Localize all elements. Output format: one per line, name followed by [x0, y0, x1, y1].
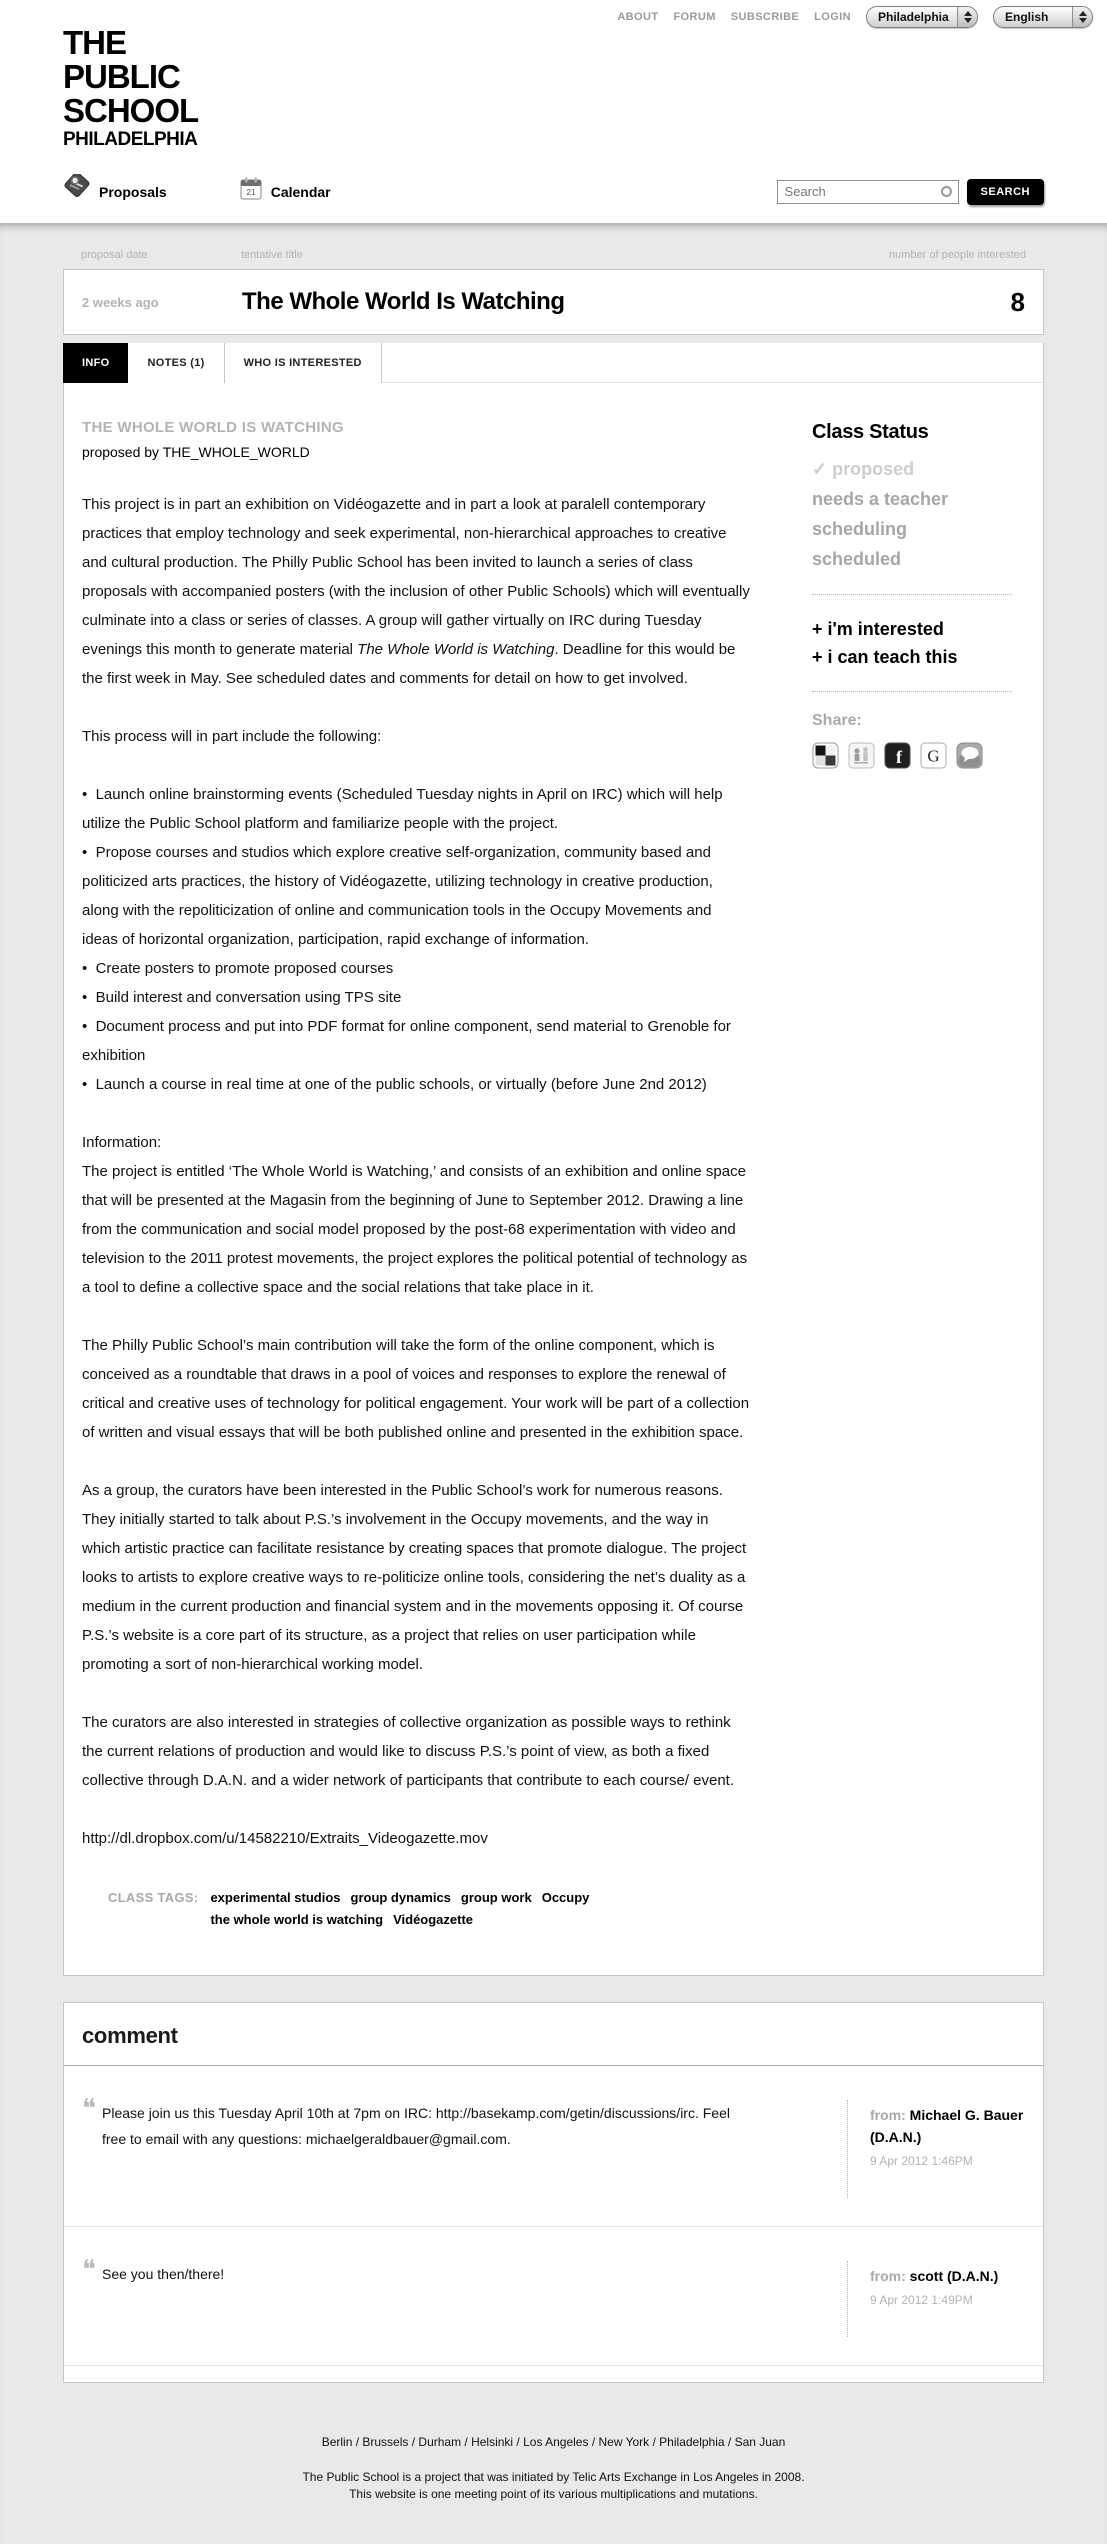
site-footer [0, 2383, 1107, 2543]
digg-icon[interactable] [848, 742, 875, 769]
im-interested-button[interactable]: + i'm interested [812, 619, 944, 639]
tag-link[interactable]: group work [460, 1890, 532, 1905]
label-tentative-title: tentative title [241, 249, 303, 261]
search-icon [941, 186, 952, 197]
delicious-icon[interactable] [812, 742, 839, 769]
interested-count: 8 [1010, 286, 1025, 317]
comment-date: 9 Apr 2012 1:49PM [870, 2293, 973, 2307]
proposal-description [82, 419, 750, 1945]
speech-bubble-icon[interactable] [956, 742, 983, 769]
list-item: • Create posters to promote proposed courses [82, 954, 750, 983]
list-item: • Launch a course in real time at one of the public schools, or virtually (before June 2nd 2012) [82, 1070, 750, 1099]
share-label: Share: [812, 712, 862, 729]
divider [812, 691, 1012, 692]
tab-bar [63, 343, 1044, 383]
list-item: • Document process and put into PDF format for online component, send material to Grenoble for exhibition [82, 1012, 750, 1070]
paragraph-curators: As a group, the curators have been interested in the Public School’s work for numerous reasons. They initially started to talk about P.S.’s involvement in the Occupy movements, and the way in which artistic practice can facilitate resistance by creating spaces that promote dialogue. The project looks to artists to explore creative ways to re-politicize online tools, considering the net’s duality as a medium in the current production and financial system and in the movements opposing it. Of course P.S.’s website is a core part of its structure, as a project that relies on user participation while promoting a sort of non-hierarchical working model. [82, 1482, 747, 1673]
proposed-by: proposed by THE_WHOLE_WORLD [82, 444, 310, 460]
page-title: The Whole World Is Watching [242, 288, 565, 315]
nav-about[interactable]: ABOUT [617, 11, 659, 23]
status-label: proposed [832, 459, 915, 479]
comment-author: Michael G. Bauer (D.A.N.) [870, 2107, 1024, 2145]
comment-meta [847, 2261, 1025, 2337]
comment-meta [847, 2100, 1025, 2198]
select-arrows-icon [1072, 7, 1092, 27]
tab-notes[interactable]: NOTES (1) [128, 343, 224, 383]
search-box [777, 180, 959, 204]
site-logo[interactable] [0, 0, 198, 152]
tab-bar-filler [382, 343, 1044, 383]
quote-icon: ❝ [82, 2255, 96, 2285]
proposal-field-labels [63, 223, 1044, 269]
label-proposal-date: proposal date [81, 249, 148, 261]
tag-link[interactable]: group dynamics [350, 1890, 451, 1905]
logo-city: PHILADELPHIA [63, 129, 198, 150]
page-body [0, 223, 1107, 2544]
status-needs-a-teacher: needs a teacher [812, 489, 949, 509]
check-icon: ✓ [812, 459, 833, 479]
paragraph-italic: The Whole World is Watching [357, 641, 555, 658]
paragraph-process-intro: This process will in part include the following: [82, 728, 382, 745]
divider [812, 594, 1012, 595]
class-tags-label: CLASS TAGS: [108, 1890, 199, 1905]
utility-nav [617, 6, 1093, 28]
comment-row [64, 2227, 1043, 2366]
comment-row [64, 2066, 1043, 2227]
nav-calendar[interactable] [239, 176, 331, 207]
search-button[interactable]: SEARCH [967, 179, 1044, 205]
city-select[interactable] [866, 6, 978, 28]
site-header [0, 0, 1107, 223]
language-select[interactable] [993, 6, 1093, 28]
list-item: • Build interest and conversation using TPS site [82, 983, 750, 1012]
comment-date: 9 Apr 2012 1:46PM [870, 2154, 973, 2168]
tag-link[interactable]: Vidéogazette [393, 1912, 474, 1927]
list-item: • Propose courses and studios which explore creative self-organization, community based and politicized arts practices, the history of Vidéogazette, utilizing technology in creative production, along with the repoliticization of online and communication tools in the Occupy Movements and ideas of horizontal organization, participation, rapid exchange of information. [82, 838, 750, 954]
paragraph-collective: The curators are also interested in strategies of collective organization as possible ways to rethink the current relations of production and would like to discuss P.S.’s point of view, as both a fixed collective through D.A.N. and a wider network of participants that contribute to each course/ event. [82, 1714, 735, 1789]
paragraph-contribution: The Philly Public School’s main contribution will take the form of the online component, which is conceived as a roundtable that draws in a pool of voices and responses to explore the renewal of critical and creative uses of technology for political engagement. Your work will be part of a collection of written and visual essays that will be both published online and presented in the exhibition space. [82, 1337, 750, 1441]
proposal-date: 2 weeks ago [82, 294, 159, 310]
quote-icon: ❝ [82, 2094, 96, 2124]
language-select-value: English [1005, 10, 1049, 24]
footer-line: The Public School is a project that was initiated by Telic Arts Exchange in Los Angeles in 2008. [302, 2470, 805, 2484]
logo-line: THE [63, 24, 126, 61]
class-tags-row [82, 1887, 750, 1931]
logo-line: PUBLIC [63, 58, 180, 95]
proposal-content-card [63, 383, 1044, 1976]
tab-info[interactable]: INFO [63, 343, 128, 383]
search-input[interactable] [777, 180, 959, 204]
class-status-sidebar [812, 419, 1012, 1945]
svg-text:f: f [896, 747, 902, 767]
proposal-heading: THE WHOLE WORLD IS WATCHING [82, 419, 344, 436]
from-label: from: [870, 2268, 906, 2284]
comments-section [63, 2002, 1044, 2383]
svg-text:21: 21 [246, 188, 256, 197]
comment-text: See you then/there! [102, 2266, 225, 2282]
status-scheduled: scheduled [812, 549, 902, 569]
nav-proposals-label: Proposals [99, 183, 167, 200]
paragraph-intro [82, 490, 750, 693]
status-scheduling: scheduling [812, 519, 908, 539]
logo-line: SCHOOL [63, 92, 199, 129]
nav-login[interactable]: LOGIN [814, 11, 851, 23]
proposal-title-card [63, 269, 1044, 335]
tag-icon [63, 174, 91, 209]
label-people-interested: number of people interested [889, 249, 1026, 261]
city-select-value: Philadelphia [878, 10, 949, 24]
calendar-icon [239, 176, 263, 207]
svg-text:G: G [927, 746, 940, 766]
from-label: from: [870, 2107, 906, 2123]
tag-link[interactable]: Occupy [541, 1890, 590, 1905]
tab-who-is-interested[interactable]: WHO IS INTERESTED [225, 343, 382, 383]
i-can-teach-this-button[interactable]: + i can teach this [812, 647, 958, 667]
class-status-heading: Class Status [812, 421, 929, 443]
information-label: Information: [82, 1134, 162, 1151]
paragraph-text: . Deadline for this would be the first week in May. See scheduled dates and comments for detail on how to get involved. [82, 641, 736, 687]
nav-calendar-label: Calendar [270, 183, 331, 200]
information-text: The project is entitled ‘The Whole World is Watching,’ and consists of an exhibition and online space that will be presented at the Magasin from the beginning of June to September 2012. Drawing a line from the communication and social model proposed by the post-68 experimentation with video and television to the 2011 protest movements, the project explores the political potential of technology as a tool to define a collective space and the social relations that take place in it. [82, 1163, 748, 1296]
share-icons [812, 742, 1012, 769]
dropbox-video-link[interactable]: http://dl.dropbox.com/u/14582210/Extraits_Videogazette.mov [82, 1830, 488, 1847]
comments-heading: comment [82, 2023, 178, 2048]
tag-link[interactable]: experimental studios [210, 1890, 341, 1905]
google-icon[interactable] [920, 742, 947, 769]
tag-link[interactable]: the whole world is watching [210, 1912, 384, 1927]
nav-forum[interactable]: FORUM [673, 11, 716, 23]
nav-proposals[interactable] [63, 174, 167, 209]
footer-line: This website is one meeting point of its various multiplications and mutations. [349, 2487, 758, 2501]
status-proposed [812, 454, 1012, 484]
process-bullet-list [82, 780, 750, 1099]
class-tags-list [210, 1887, 750, 1931]
paragraph-information [82, 1128, 750, 1302]
select-arrows-icon [957, 7, 977, 27]
comment-author: scott (D.A.N.) [909, 2268, 999, 2284]
facebook-icon[interactable] [884, 742, 911, 769]
list-item: • Launch online brainstorming events (Scheduled Tuesday nights in April on IRC) which will help utilize the Public School platform and familiarize people with the project. [82, 780, 750, 838]
paragraph-text: This project is in part an exhibition on Vidéogazette and in part a look at paralell contemporary practices that employ technology and seek experimental, non-hierarchical approaches to creative and cultural production. The Philly Public School has been invited to launch a series of class proposals with accompanied posters (with the inclusion of other Public Schools) which will eventually culminate into a class or series of classes. A group will gather virtually on IRC during Tuesday evenings this month to generate material [82, 496, 750, 658]
footer-cities: Berlin / Brussels / Durham / Helsinki / Los Angeles / New York / Philadelphia / San Juan [321, 2435, 786, 2449]
comment-text: Please join us this Tuesday April 10th at 7pm on IRC: http://basekamp.com/getin/discussions/irc. Feel free to email with any questions: michaelgeraldbauer@gmail.com. [102, 2105, 730, 2147]
search-area [777, 179, 1044, 205]
nav-subscribe[interactable]: SUBSCRIBE [730, 11, 800, 23]
main-nav [63, 174, 1044, 209]
